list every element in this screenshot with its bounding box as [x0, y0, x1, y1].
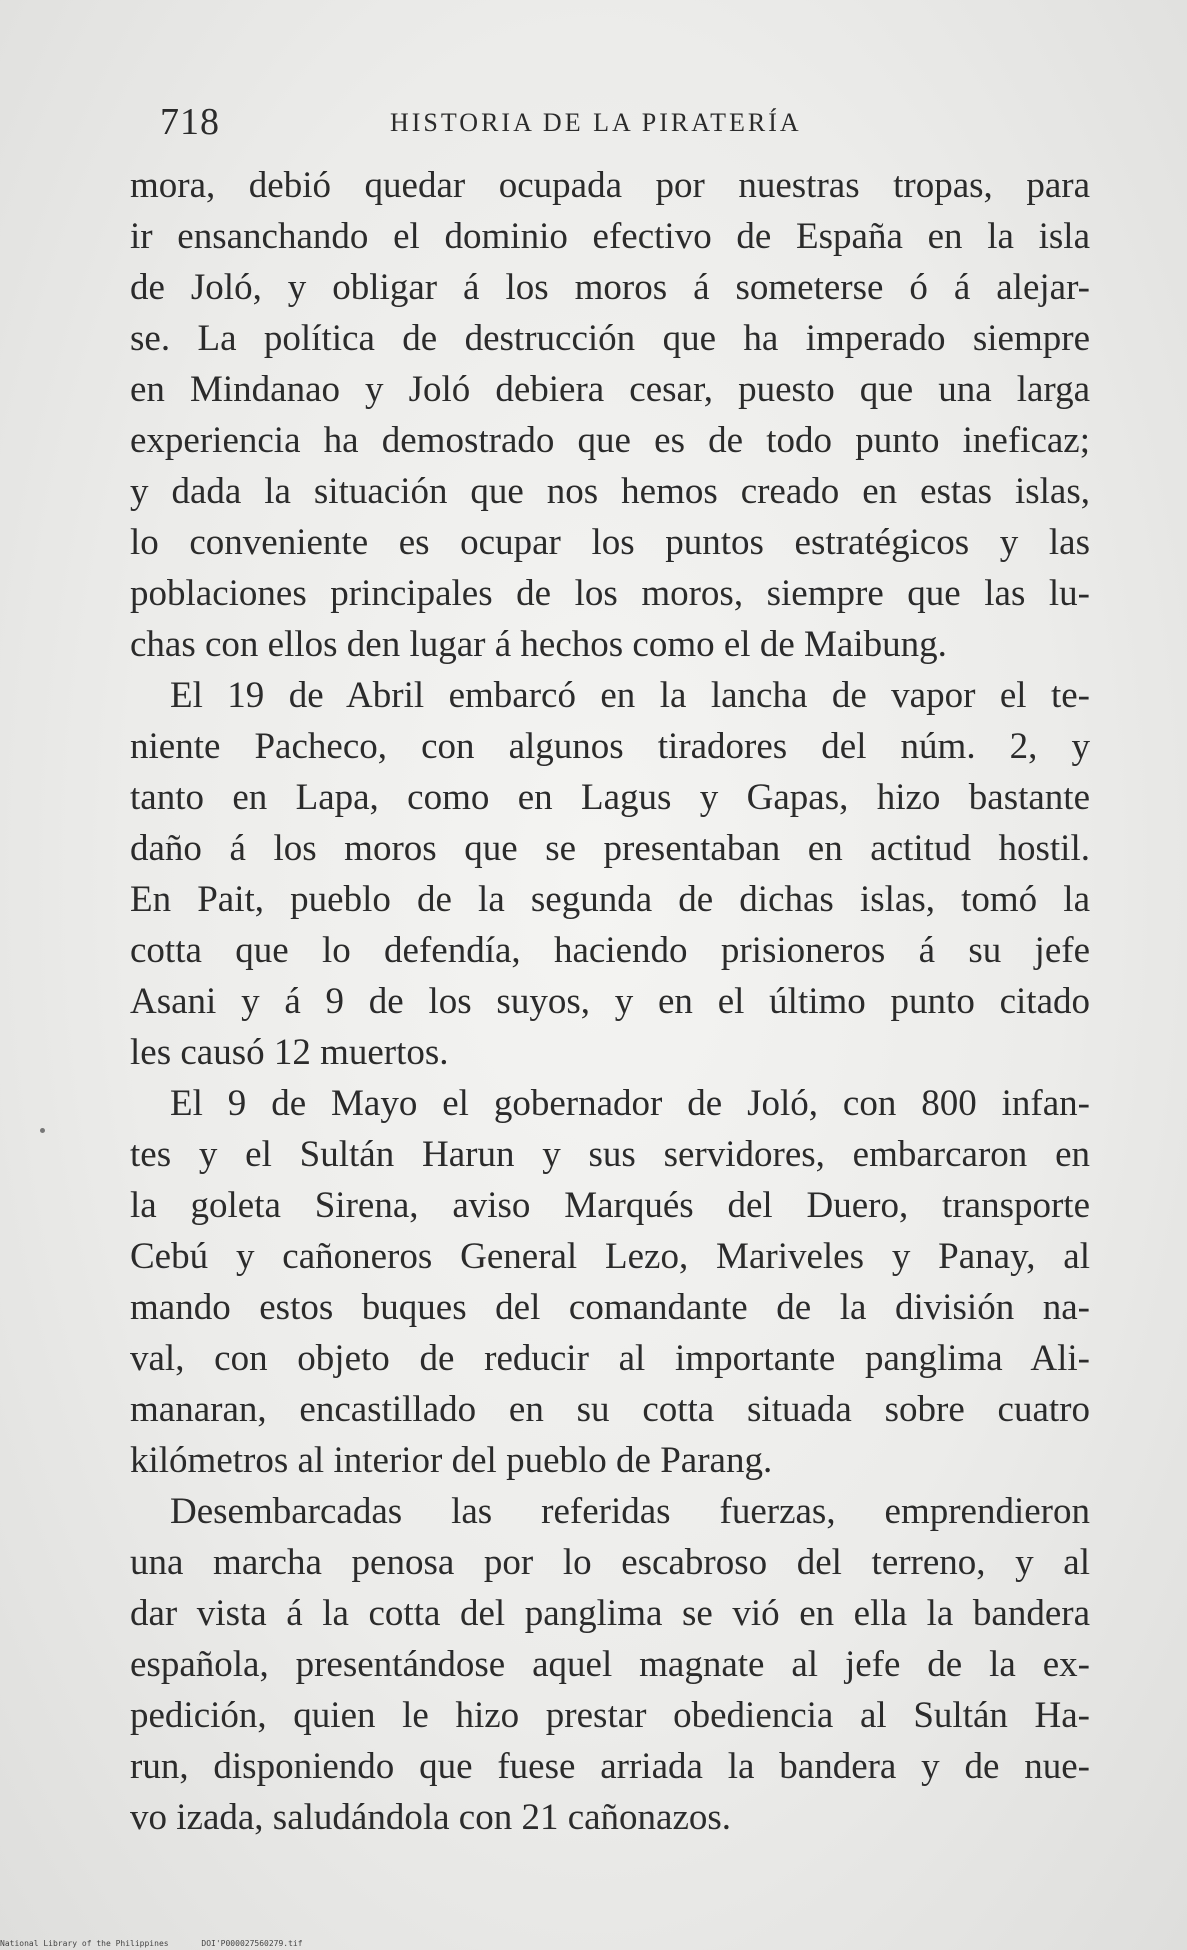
text-line: daño á los moros que se presentaban en actitud hostil.: [130, 828, 1090, 869]
body-text: [130, 160, 1090, 1843]
text-line: ir ensanchando el dominio efectivo de España en la isla: [130, 216, 1090, 257]
text-line: en Mindanao y Joló debiera cesar, puesto que una larga: [130, 369, 1090, 410]
text-line: lo conveniente es ocupar los puntos estratégicos y las: [130, 522, 1090, 563]
text-line: les causó 12 muertos.: [130, 1032, 449, 1073]
text-line: run, disponiendo que fuese arriada la bandera y de nue-: [130, 1746, 1090, 1787]
text-line: experiencia ha demostrado que es de todo punto ineficaz;: [130, 420, 1090, 461]
text-line: kilómetros al interior del pueblo de Parang.: [130, 1440, 773, 1481]
running-title: HISTORIA DE LA PIRATERÍA: [390, 108, 802, 137]
text-line: la goleta Sirena, aviso Marqués del Duero, transporte: [130, 1185, 1090, 1226]
library-credit: National Library of the Philippines: [0, 1939, 169, 1948]
page-number: 718: [160, 101, 220, 143]
text-line: y dada la situación que nos hemos creado en estas islas,: [130, 471, 1090, 512]
text-line: española, presentándose aquel magnate al jefe de la ex-: [130, 1644, 1090, 1685]
page-header: [160, 100, 1100, 150]
text-line: Asani y á 9 de los suyos, y en el último punto citado: [130, 981, 1090, 1022]
text-line: mando estos buques del comandante de la división na-: [130, 1287, 1090, 1328]
scan-speck: [40, 1128, 45, 1133]
text-line: cotta que lo defendía, haciendo prisioneros á su jefe: [130, 930, 1090, 971]
text-line: val, con objeto de reducir al importante panglima Ali-: [130, 1338, 1090, 1379]
text-line: Desembarcadas las referidas fuerzas, emprendieron: [170, 1491, 1090, 1532]
text-line: tes y el Sultán Harun y sus servidores, embarcaron en: [130, 1134, 1090, 1175]
text-line: chas con ellos den lugar á hechos como el de Maibung.: [130, 624, 947, 665]
text-line: mora, debió quedar ocupada por nuestras tropas, para: [130, 165, 1090, 206]
text-line: poblaciones principales de los moros, siempre que las lu-: [130, 573, 1090, 614]
text-line: una marcha penosa por lo escabroso del terreno, y al: [130, 1542, 1090, 1583]
file-id: DOI'P000027560279.tif: [201, 1939, 303, 1948]
text-line: vo izada, saludándola con 21 cañonazos.: [130, 1797, 732, 1838]
text-line: de Joló, y obligar á los moros á someterse ó á alejar-: [130, 267, 1090, 308]
text-line: se. La política de destrucción que ha imperado siempre: [130, 318, 1090, 359]
text-line: Cebú y cañoneros General Lezo, Mariveles y Panay, al: [130, 1236, 1090, 1277]
text-line: niente Pacheco, con algunos tiradores del núm. 2, y: [130, 726, 1090, 767]
text-line: El 9 de Mayo el gobernador de Joló, con 800 infan-: [170, 1083, 1090, 1124]
text-line: dar vista á la cotta del panglima se vió en ella la bandera: [130, 1593, 1090, 1634]
text-line: En Pait, pueblo de la segunda de dichas islas, tomó la: [130, 879, 1090, 920]
scan-footer: [0, 1939, 331, 1948]
text-line: pedición, quien le hizo prestar obediencia al Sultán Ha-: [130, 1695, 1090, 1736]
text-line: tanto en Lapa, como en Lagus y Gapas, hizo bastante: [130, 777, 1090, 818]
text-line: manaran, encastillado en su cotta situada sobre cuatro: [130, 1389, 1090, 1430]
text-line: El 19 de Abril embarcó en la lancha de vapor el te-: [170, 675, 1090, 716]
